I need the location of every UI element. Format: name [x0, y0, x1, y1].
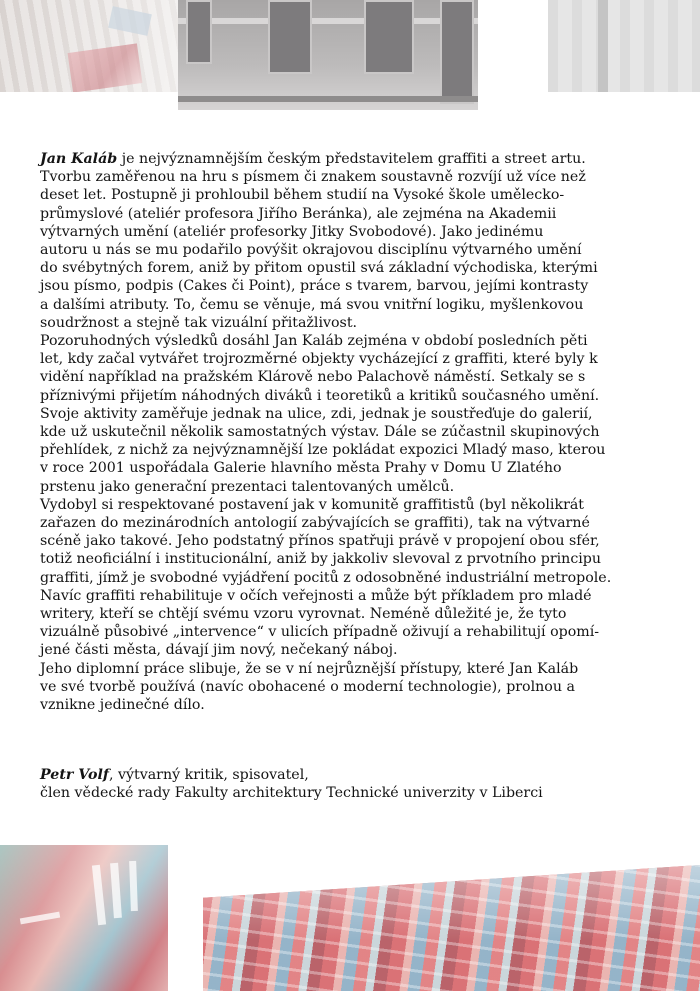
- signature-role: , výtvarný kritik, spisovatel,: [108, 767, 309, 783]
- paragraph-line: scéně jako takové. Jeho podstatný přínos spatřuji právě v propojení obou sfér,: [40, 533, 600, 550]
- paragraph-line: vidění například na pražském Klárově nebo Palachově náměstí. Setkaly se s: [40, 369, 586, 386]
- paragraph-line: graffiti, jímž je svobodné vyjádření pocitů z odosobněné industriální metropole.: [40, 569, 612, 586]
- wall-photo-top-right: [548, 0, 700, 92]
- paragraph-line: vizuálně působivé „intervence“ v ulicích případně oživují a rehabilitují opomí-: [40, 624, 600, 641]
- paragraph-line: totiž neoficiální i institucionální, aniž by jakkoliv slevoval z prvotního principu: [40, 551, 602, 568]
- paragraph-line: Vydobyl si respektované postavení jak v komunitě graffitistů (byl několikrát: [40, 496, 585, 513]
- signature: [40, 766, 543, 802]
- paragraph-line: let, kdy začal vytvářet trojrozměrné objekty vycházející z graffiti, které byly k: [40, 351, 598, 368]
- paragraph-line: writery, kteří se chtějí svému vzoru vyrovnat. Neméně důležité je, že tyto: [40, 606, 567, 623]
- graffiti-photo-bottom-left: [0, 845, 168, 991]
- building-window: [440, 0, 474, 104]
- paragraph-line: kde už uskutečnil několik samostatných výstav. Dále se zúčastnil skupinových: [40, 424, 600, 441]
- paragraph-line: prstenu jako generační prezentaci talentovaných umělců.: [40, 478, 455, 495]
- paragraph-line: autoru u nás se mu podařilo povýšit okrajovou disciplínu výtvarného umění: [40, 242, 582, 259]
- graffiti-floor-photo-bottom-right: [203, 865, 700, 991]
- paragraph-line: vznikne jedinečné dílo.: [40, 697, 205, 714]
- paragraph-line: soudržnost a stejně tak vizuální přitažlivost.: [40, 314, 358, 331]
- paragraph-line: ve své tvorbě používá (navíc obohacené o moderní technologie), prolnou a: [40, 678, 575, 695]
- paragraph-line: Navíc graffiti rehabilituje v očích veřejnosti a může být příkladem pro mladé: [40, 587, 592, 604]
- paragraph-line: jsou písmo, podpis (Cakes či Point), práce s tvarem, barvou, jejími kontrasty: [40, 278, 589, 295]
- paragraph-line: Jeho diplomní práce slibuje, že se v ní nejrůznější přístupy, které Jan Kaláb: [40, 660, 579, 677]
- article-body: [40, 150, 680, 714]
- paragraph-line: Tvorbu zaměřenou na hru s písmem či znakem soustavně rozvíjí už více než: [40, 169, 586, 186]
- paragraph-line: výtvarných umění (ateliér profesorky Jitky Svobodové). Jako jedinému: [40, 223, 544, 240]
- building-window: [268, 0, 312, 74]
- author-name: Jan Kaláb: [40, 151, 118, 167]
- paragraph-line: do svébytných forem, aniž by přitom opustil svá základní východiska, kterými: [40, 260, 598, 277]
- building-window: [186, 0, 212, 64]
- building-ledge: [178, 96, 478, 102]
- paragraph-line: v roce 2001 uspořádala Galerie hlavního města Prahy v Domu U Zlatého: [40, 460, 562, 477]
- paragraph-line: deset let. Postupně ji prohloubil během studií na Vysoké škole umělecko-: [40, 187, 565, 204]
- photo-shade: [203, 865, 700, 991]
- paragraph-line: jené části města, dávají jim nový, nečekaný náboj.: [40, 642, 398, 659]
- paragraph-2: [40, 332, 680, 496]
- graffiti-photo-top-left: [0, 0, 180, 92]
- building-photo-top: [178, 0, 478, 110]
- paragraph-line: průmyslové (ateliér profesora Jiřího Beránka), ale zejména na Akademii: [40, 205, 557, 222]
- graffiti-stroke: [110, 863, 122, 918]
- graffiti-tag-shape: [68, 43, 143, 92]
- paragraph-line: Svoje aktivity zaměřuje jednak na ulice, zdi, jednak je soustřeďuje do galerií,: [40, 405, 593, 422]
- paragraph-line: a dalšími atributy. To, čemu se věnuje, má svou vnitřní logiku, myšlenkovou: [40, 296, 584, 313]
- paragraph-line: přehlídek, z nichž za nejvýznamnější lze pokládat expozici Mladý maso, kterou: [40, 442, 606, 459]
- paragraph-3: [40, 496, 680, 660]
- signature-name: Petr Volf: [40, 767, 109, 783]
- graffiti-stroke: [20, 912, 60, 925]
- wall-post: [598, 0, 608, 92]
- paragraph-line: Pozoruhodných výsledků dosáhl Jan Kaláb zejména v období posledních pěti: [40, 333, 588, 350]
- graffiti-tag-shape: [108, 6, 152, 36]
- paragraph-1: [40, 150, 680, 332]
- paragraph-line: Jan Kaláb je nejvýznamnějším českým představitelem graffiti a street artu.: [40, 151, 586, 167]
- signature-line: [40, 766, 543, 784]
- graffiti-stroke: [92, 865, 106, 926]
- paragraph-4: [40, 660, 680, 715]
- paragraph-line: zařazen do mezinárodních antologií zabývajících se graffiti), tak na výtvarné: [40, 515, 590, 532]
- building-ledge: [178, 18, 478, 24]
- paragraph-line: příznivými přijetím náhodných diváků i teoretiků a kritiků současného umění.: [40, 387, 600, 404]
- signature-affiliation: člen vědecké rady Fakulty architektury Technické univerzity v Liberci: [40, 785, 543, 802]
- graffiti-stroke: [129, 861, 138, 911]
- building-window: [364, 0, 414, 74]
